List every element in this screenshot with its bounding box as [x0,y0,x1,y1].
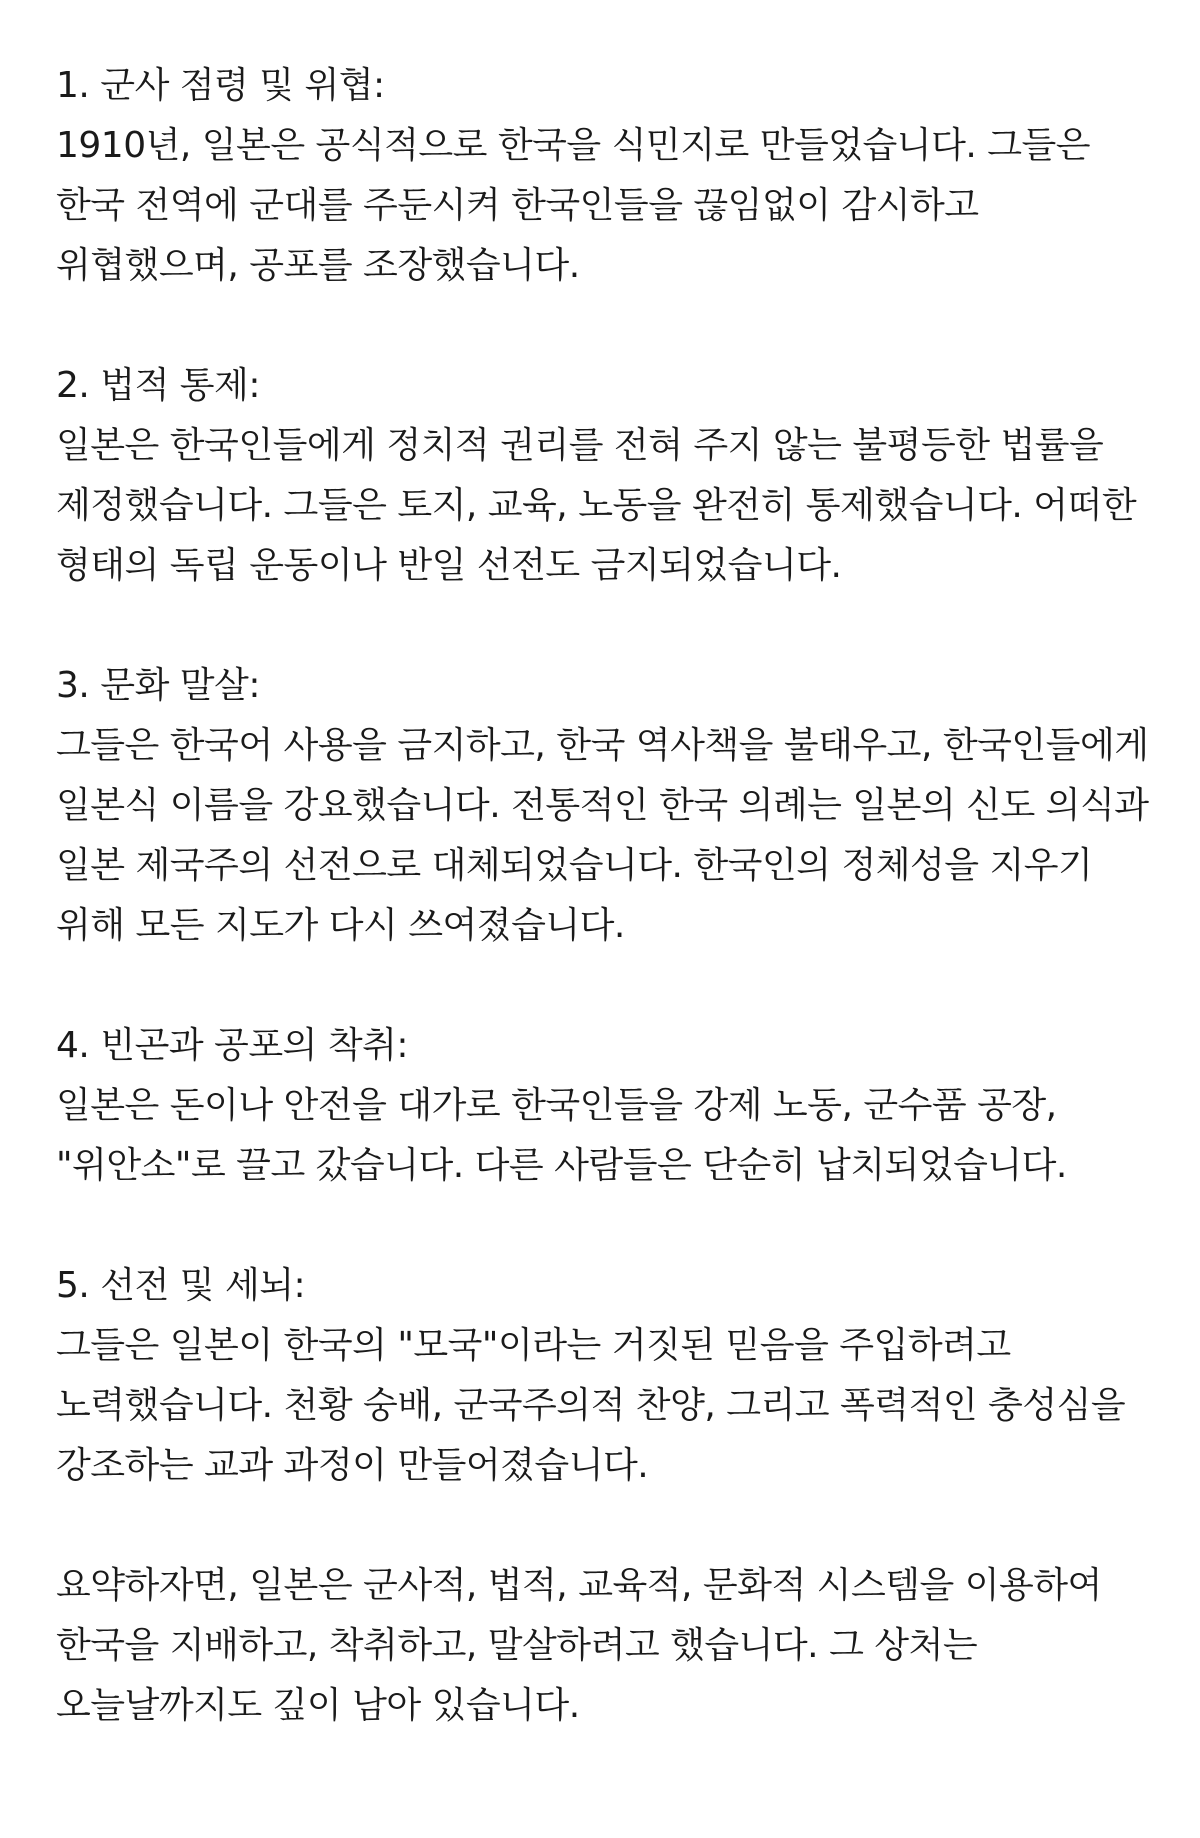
section-heading: 3. 문화 말살: [56,665,260,706]
section-legal-control [56,356,1160,596]
paragraph-line: 일본은 돈이나 안전을 대가로 한국인들을 강제 노동, 군수품 공장, [56,1085,1057,1126]
paragraph-line: 형태의 독립 운동이나 반일 선전도 금지되었습니다. [56,545,842,586]
section-military-occupation [56,56,1160,296]
summary-line: 한국을 지배하고, 착취하고, 말살하려고 했습니다. 그 상처는 [56,1625,978,1666]
paragraph-line: 위해 모든 지도가 다시 쓰여졌습니다. [56,905,625,946]
section-summary [56,1556,1160,1736]
paragraph-line: "위안소"로 끌고 갔습니다. 다른 사람들은 단순히 납치되었습니다. [56,1145,1067,1186]
paragraph-line: 강조하는 교과 과정이 만들어졌습니다. [56,1445,649,1486]
section-heading: 2. 법적 통제: [56,365,260,406]
paragraph-line: 일본 제국주의 선전으로 대체되었습니다. 한국인의 정체성을 지우기 [56,845,1093,886]
section-propaganda [56,1256,1160,1496]
paragraph-line: 위협했으며, 공포를 조장했습니다. [56,245,580,286]
paragraph-line: 노력했습니다. 천황 숭배, 군국주의적 찬양, 그리고 폭력적인 충성심을 [56,1385,1126,1426]
paragraph-line: 일본식 이름을 강요했습니다. 전통적인 한국 의례는 일본의 신도 의식과 [56,785,1149,826]
paragraph-line: 제정했습니다. 그들은 토지, 교육, 노동을 완전히 통제했습니다. 어떠한 [56,485,1137,526]
summary-line: 오늘날까지도 깊이 남아 있습니다. [56,1685,580,1726]
paragraph-line: 그들은 일본이 한국의 "모국"이라는 거짓된 믿음을 주입하려고 [56,1325,1011,1366]
paragraph-line: 그들은 한국어 사용을 금지하고, 한국 역사책을 불태우고, 한국인들에게 [56,725,1149,766]
summary-line: 요약하자면, 일본은 군사적, 법적, 교육적, 문화적 시스템을 이용하여 [56,1565,1102,1606]
section-exploitation [56,1016,1160,1196]
section-heading: 5. 선전 및 세뇌: [56,1265,306,1306]
section-heading: 4. 빈곤과 공포의 착취: [56,1025,409,1066]
paragraph-line: 한국 전역에 군대를 주둔시켜 한국인들을 끊임없이 감시하고 [56,185,979,226]
section-heading: 1. 군사 점령 및 위협: [56,65,385,106]
paragraph-line: 1910년, 일본은 공식적으로 한국을 식민지로 만들었습니다. 그들은 [56,125,1091,166]
paragraph-line: 일본은 한국인들에게 정치적 권리를 전혀 주지 않는 불평등한 법률을 [56,425,1104,466]
section-cultural-erasure [56,656,1160,956]
